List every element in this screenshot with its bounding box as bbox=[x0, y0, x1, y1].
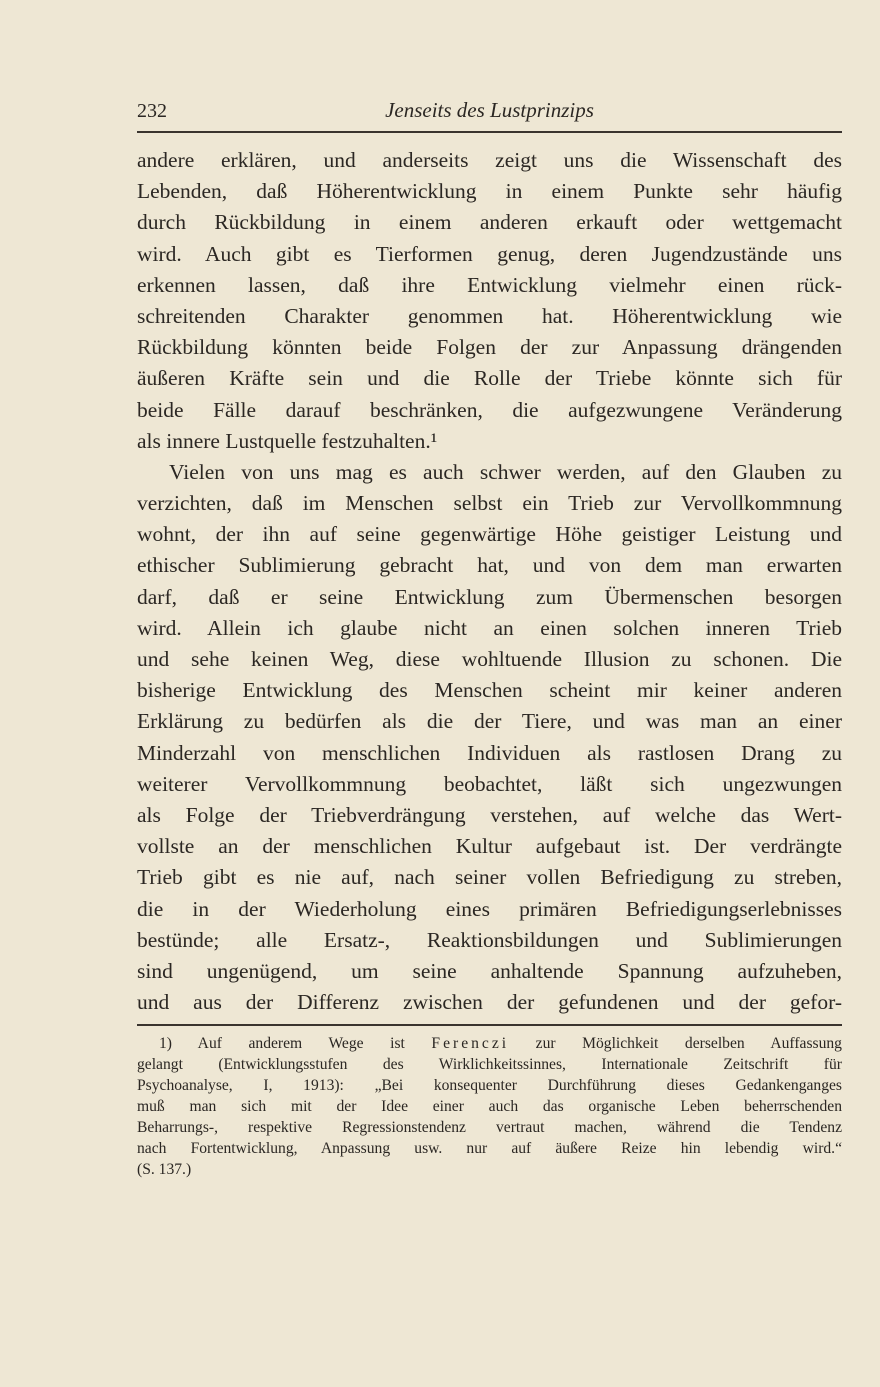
text-line: beide Fälle darauf beschränken, die aufgezwungene Veränderung bbox=[137, 397, 842, 422]
footnote-text: 1) Auf anderem Wege ist bbox=[159, 1035, 405, 1052]
text-line: sind ungenügend, um seine anhaltende Spannung aufzuheben, bbox=[137, 958, 842, 983]
text-line: durch Rückbildung in einem anderen erkauft oder wettgemacht bbox=[137, 210, 842, 235]
text-line: die in der Wiederholung eines primären Befriedigungserlebnisses bbox=[137, 896, 842, 921]
text-line: wird. Auch gibt es Tierformen genug, deren Jugendzustände uns bbox=[137, 241, 842, 266]
text-line: darf, daß er seine Entwicklung zum Übermenschen besorgen bbox=[137, 584, 842, 609]
text-line: ethischer Sublimierung gebracht hat, und von dem man erwarten bbox=[137, 553, 842, 578]
footnote bbox=[137, 1033, 842, 1180]
text-line: verzichten, daß im Menschen selbst ein Trieb zur Vervollkommnung bbox=[137, 491, 842, 516]
footnote-line: Psychoanalyse, I, 1913): „Bei konsequenter Durchführung dieses Gedankenganges bbox=[137, 1077, 842, 1094]
text-line: Minderzahl von menschlichen Individuen als rastlosen Drang zu bbox=[137, 740, 842, 765]
text-line: erkennen lassen, daß ihre Entwicklung vielmehr einen rück- bbox=[137, 272, 842, 297]
footnote-line: (S. 137.) bbox=[137, 1161, 192, 1178]
footnote-line: nach Fortentwicklung, Anpassung usw. nur auf äußere Reize hin lebendig wird.“ bbox=[137, 1140, 842, 1157]
text-line: bestünde; alle Ersatz-, Reaktionsbildungen und Sublimierungen bbox=[137, 927, 842, 952]
text-line: vollste an der menschlichen Kultur aufgebaut ist. Der verdrängte bbox=[137, 834, 842, 859]
running-title: Jenseits des Lustprinzips bbox=[385, 98, 594, 122]
footnote-line bbox=[137, 1033, 842, 1054]
author-name: Ferenczi bbox=[431, 1035, 510, 1052]
text-line: weiterer Vervollkommnung beobachtet, läßt sich ungezwungen bbox=[137, 771, 842, 796]
text-line: und aus der Differenz zwischen der gefundenen und der gefor- bbox=[137, 990, 842, 1015]
header-rule bbox=[137, 131, 842, 133]
text-line: wird. Allein ich glaube nicht an einen solchen inneren Trieb bbox=[137, 615, 842, 640]
running-header bbox=[137, 98, 842, 124]
text-line: Trieb gibt es nie auf, nach seiner vollen Befriedigung zu streben, bbox=[137, 865, 842, 890]
text-line: als Folge der Triebverdrängung verstehen, auf welche das Wert- bbox=[137, 802, 842, 827]
text-line: Lebenden, daß Höherentwicklung in einem Punkte sehr häufig bbox=[137, 179, 842, 204]
text-line: als innere Lustquelle festzuhalten.¹ bbox=[137, 428, 438, 453]
text-line: äußeren Kräfte sein und die Rolle der Triebe könnte sich für bbox=[137, 366, 842, 391]
footnote-rule bbox=[137, 1024, 842, 1026]
footnote-line: muß man sich mit der Idee einer auch das organische Leben beherrschenden bbox=[137, 1098, 842, 1115]
text-line: Vielen von uns mag es auch schwer werden, auf den Glauben zu bbox=[169, 459, 842, 484]
footnote-line: gelangt (Entwicklungsstufen des Wirklichkeitssinnes, Internationale Zeitschrift für bbox=[137, 1056, 842, 1073]
text-line: andere erklären, und anderseits zeigt uns die Wissenschaft des bbox=[137, 148, 842, 172]
text-line: wohnt, der ihn auf seine gegenwärtige Höhe geistiger Leistung und bbox=[137, 522, 842, 547]
text-line: bisherige Entwicklung des Menschen scheint mir keiner anderen bbox=[137, 678, 842, 703]
text-line: schreitenden Charakter genommen hat. Höherentwicklung wie bbox=[137, 303, 842, 328]
body-text bbox=[137, 145, 842, 1018]
text-line: Erklärung zu bedürfen als die der Tiere, und was man an einer bbox=[137, 709, 842, 734]
text-line: und sehe keinen Weg, diese wohltuende Illusion zu schonen. Die bbox=[137, 647, 842, 671]
text-line: Rückbildung könnten beide Folgen der zur Anpassung drängenden bbox=[137, 335, 842, 360]
footnote-line: Beharrungs-, respektive Regressionstendenz vertraut machen, während die Tendenz bbox=[137, 1119, 842, 1136]
page-number: 232 bbox=[137, 100, 167, 122]
footnote-text: zur Möglichkeit derselben Auffassung bbox=[535, 1035, 842, 1052]
